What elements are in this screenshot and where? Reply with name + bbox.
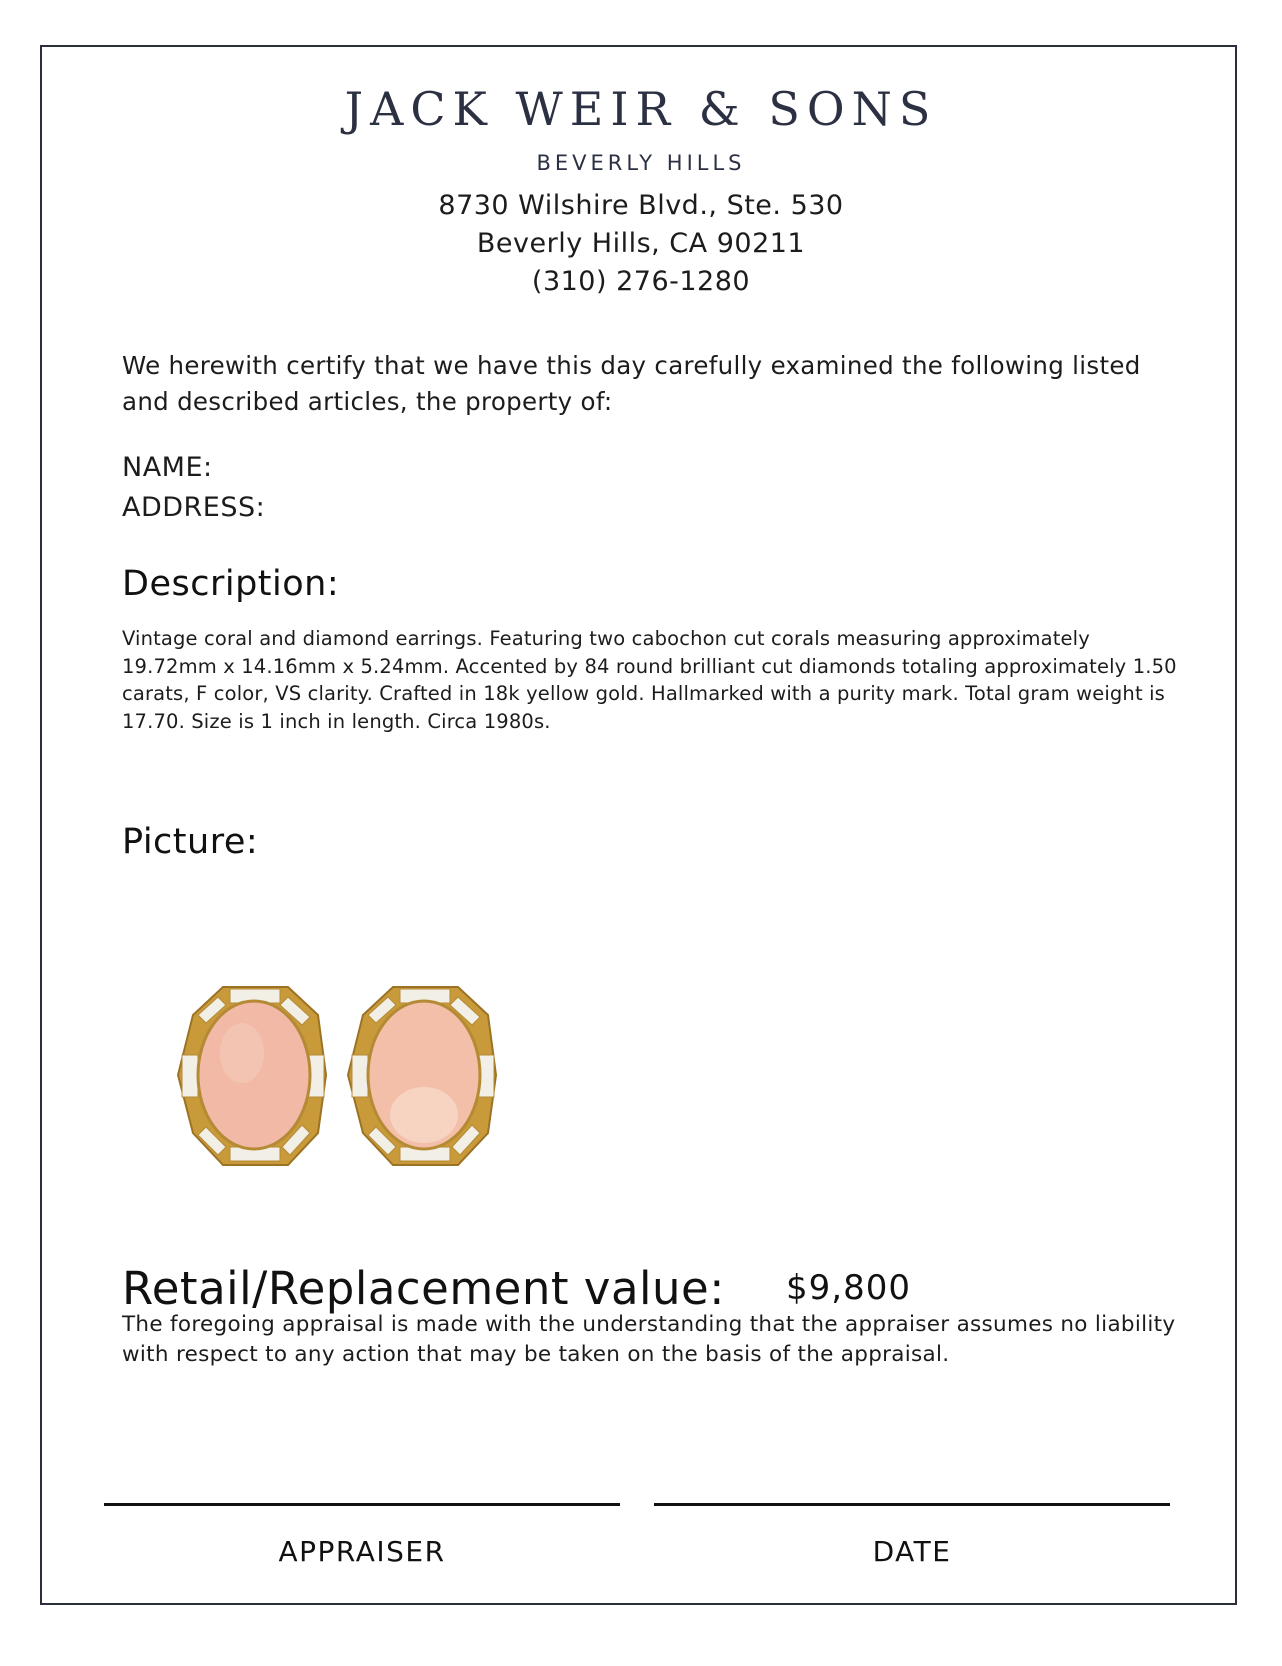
certification-statement: We herewith certify that we have this day carefully examined the following listed and described articles, the property of:	[122, 351, 1141, 416]
appraiser-signature-line	[104, 1503, 620, 1506]
company-name-logo: JACK WEIR & SONS	[344, 82, 938, 136]
date-signature-line	[654, 1503, 1170, 1506]
description-heading: Description:	[122, 564, 340, 604]
value-heading: Retail/Replacement value:	[122, 1262, 725, 1315]
value-amount: $9,800	[786, 1268, 911, 1308]
description-text: Vintage coral and diamond earrings. Featuring two cabochon cut corals measuring approximately 19.72mm x 14.16mm x 5.24mm. Accented by 84 round brilliant cut diamonds totaling approximately 1.50 carats, F color, VS clarity. Crafted in 18k yellow gold. Hallmarked with a purity mark. Total gram weight is 17.70. Size is 1 inch in length. Circa 1980s.	[122, 627, 1177, 733]
disclaimer-text: The foregoing appraisal is made with the understanding that the appraiser assumes no liability with respect to any action that may be taken on the basis of the appraisal.	[122, 1312, 1176, 1367]
appraiser-label: APPRAISER	[278, 1535, 446, 1568]
date-label: DATE	[872, 1535, 952, 1568]
address-line-2: Beverly Hills, CA 90211	[476, 228, 806, 259]
company-location: BEVERLY HILLS	[536, 151, 746, 175]
phone-number: (310) 276-1280	[531, 266, 751, 297]
earrings-photo	[168, 975, 538, 1175]
address-label: ADDRESS:	[122, 492, 266, 523]
right-earring	[348, 987, 496, 1165]
picture-heading: Picture:	[122, 822, 259, 862]
address-line-1: 8730 Wilshire Blvd., Ste. 530	[438, 190, 844, 221]
left-earring	[178, 987, 326, 1165]
name-label: NAME:	[122, 452, 213, 483]
